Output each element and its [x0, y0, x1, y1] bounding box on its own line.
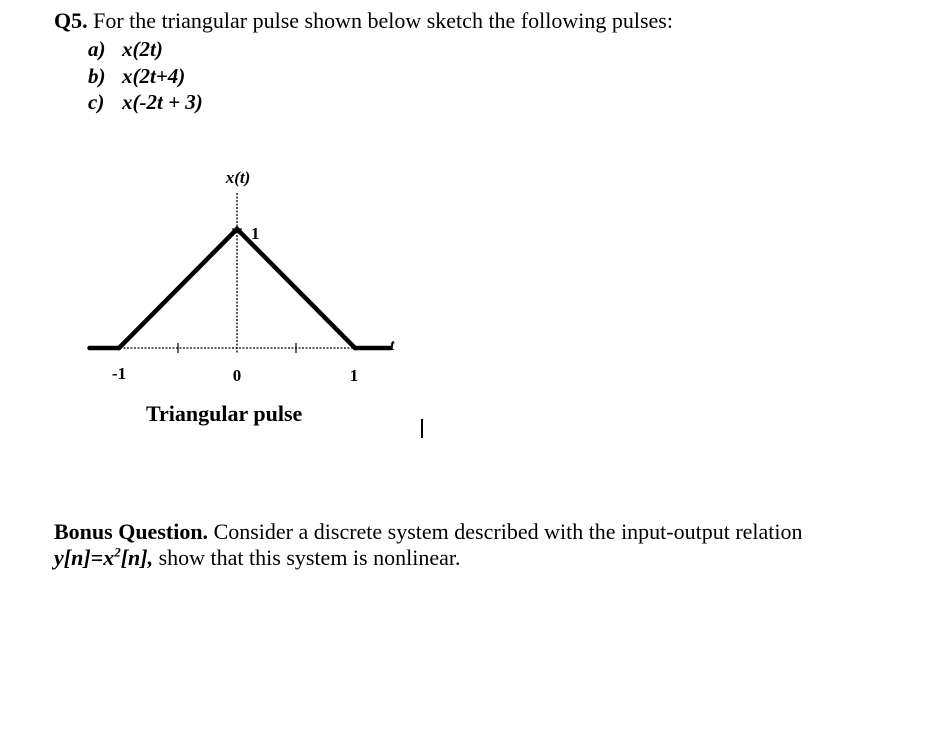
- formula-equals: =: [90, 545, 104, 570]
- part-expression: x(-2t + 3): [122, 90, 203, 114]
- tick-label-minus1: -1: [111, 364, 127, 383]
- tick-label-0: 0: [232, 366, 242, 385]
- peak-value-label: 1: [251, 224, 260, 243]
- question-number: Q5.: [54, 8, 88, 33]
- formula: [54, 545, 153, 570]
- bonus-line-2: [54, 545, 803, 571]
- part-label: a): [88, 37, 106, 61]
- figure-caption: Triangular pulse: [146, 401, 303, 426]
- formula-base: x: [103, 545, 115, 570]
- t-axis-label: t: [390, 337, 395, 354]
- bonus-text: Consider a discrete system described with the input-output relation: [213, 519, 803, 544]
- part-expression: x(2t+4): [122, 63, 186, 88]
- part-expression: x(2t): [122, 37, 163, 61]
- formula-exponent: 2: [114, 544, 121, 560]
- part-label: b): [88, 63, 106, 88]
- formula-argument: [n],: [120, 545, 154, 570]
- part-label: c): [88, 90, 105, 114]
- question-prompt: For the triangular pulse shown below sketch the following pulses:: [93, 8, 673, 33]
- bonus-title: Bonus Question.: [54, 519, 209, 544]
- y-axis-label: x(t): [225, 168, 251, 187]
- bonus-question: [54, 519, 803, 571]
- tick-label-1: 1: [349, 366, 359, 385]
- formula-lhs: y[n]: [54, 545, 91, 570]
- bonus-line-1: [54, 519, 803, 545]
- text-cursor: [421, 419, 423, 438]
- bonus-tail: show that this system is nonlinear.: [158, 545, 461, 570]
